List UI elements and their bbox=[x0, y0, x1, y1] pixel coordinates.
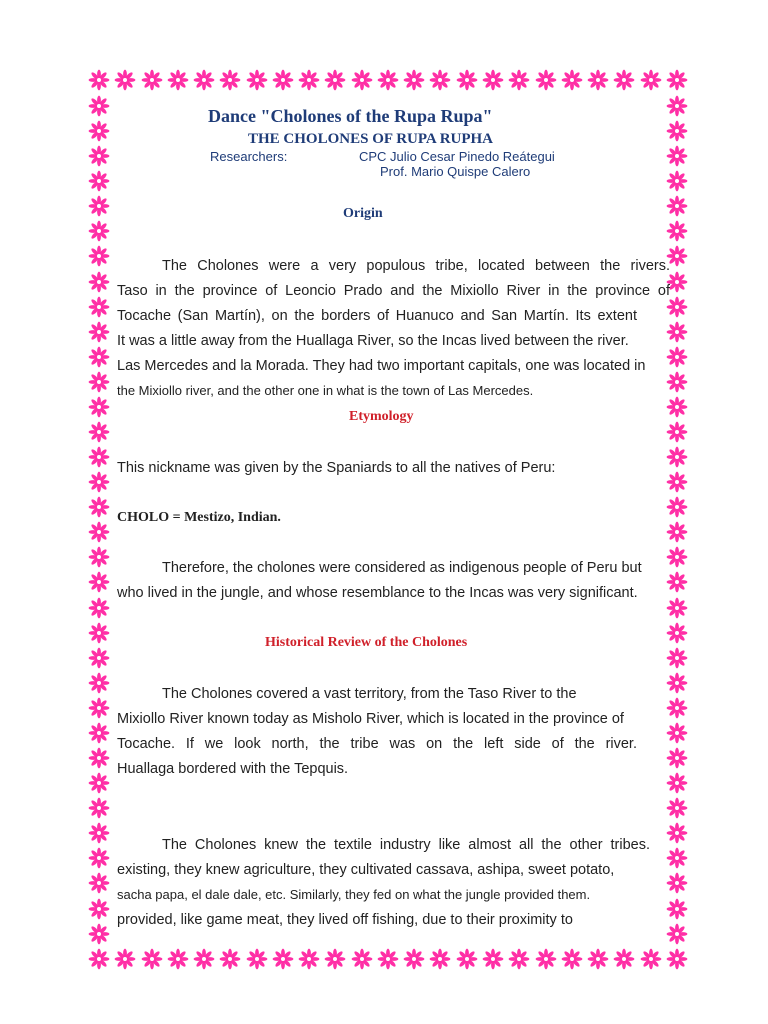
flower-icon bbox=[88, 647, 110, 669]
flower-icon bbox=[535, 948, 557, 970]
origin-line: the Mixiollo river, and the other one in what is the town of Las Mercedes. bbox=[117, 383, 534, 398]
history-line: The Cholones knew the textile industry like almost all the other tribes. bbox=[162, 837, 650, 853]
flower-icon bbox=[613, 69, 635, 91]
researcher-2: Prof. Mario Quispe Calero bbox=[380, 164, 531, 179]
flower-icon bbox=[246, 69, 268, 91]
flower-icon bbox=[482, 948, 504, 970]
flower-icon bbox=[298, 948, 320, 970]
flower-icon bbox=[141, 948, 163, 970]
etymology-line: who lived in the jungle, and whose resemblance to the Incas was very significant. bbox=[117, 585, 638, 601]
flower-icon bbox=[193, 69, 215, 91]
flower-icon bbox=[429, 948, 451, 970]
flower-icon bbox=[640, 948, 662, 970]
flower-icon bbox=[88, 120, 110, 142]
flower-icon bbox=[88, 923, 110, 945]
flower-icon bbox=[88, 446, 110, 468]
flower-icon bbox=[88, 220, 110, 242]
flower-icon bbox=[666, 647, 688, 669]
flower-icon bbox=[88, 672, 110, 694]
flower-border-left bbox=[88, 95, 110, 945]
flower-border-top bbox=[88, 69, 688, 91]
flower-icon bbox=[666, 69, 688, 91]
etymology-line: Therefore, the cholones were considered as indigenous people of Peru but bbox=[162, 560, 642, 576]
flower-icon bbox=[666, 170, 688, 192]
flower-icon bbox=[88, 371, 110, 393]
flower-icon bbox=[272, 69, 294, 91]
flower-icon bbox=[377, 948, 399, 970]
flower-icon bbox=[561, 69, 583, 91]
flower-icon bbox=[508, 948, 530, 970]
flower-icon bbox=[351, 69, 373, 91]
flower-icon bbox=[219, 69, 241, 91]
flower-icon bbox=[88, 396, 110, 418]
document-title: Dance "Cholones of the Rupa Rupa" bbox=[208, 106, 493, 126]
flower-icon bbox=[456, 948, 478, 970]
origin-line: Tocache (San Martín), on the borders of Huanuco and San Martín. Its extent bbox=[117, 308, 637, 324]
flower-icon bbox=[666, 822, 688, 844]
flower-icon bbox=[587, 69, 609, 91]
flower-icon bbox=[114, 948, 136, 970]
flower-icon bbox=[666, 220, 688, 242]
flower-icon bbox=[88, 145, 110, 167]
flower-icon bbox=[666, 195, 688, 217]
flower-icon bbox=[456, 69, 478, 91]
flower-icon bbox=[219, 948, 241, 970]
flower-icon bbox=[88, 271, 110, 293]
history-line: sacha papa, el dale dale, etc. Similarly, they fed on what the jungle provided them. bbox=[117, 887, 591, 902]
researcher-1: CPC Julio Cesar Pinedo Reátegui bbox=[359, 149, 555, 164]
heading-history: Historical Review of the Cholones bbox=[265, 635, 468, 650]
origin-line: Las Mercedes and la Morada. They had two important capitals, one was located in bbox=[117, 358, 646, 374]
heading-etymology: Etymology bbox=[349, 409, 414, 424]
flower-icon bbox=[613, 948, 635, 970]
flower-icon bbox=[535, 69, 557, 91]
researchers-label: Researchers: bbox=[210, 149, 288, 164]
flower-icon bbox=[88, 722, 110, 744]
flower-icon bbox=[666, 95, 688, 117]
history-line: The Cholones covered a vast territory, from the Taso River to the bbox=[162, 686, 577, 702]
origin-line: Taso in the province of Leoncio Prado and the Mixiollo River in the province of bbox=[117, 283, 670, 299]
origin-line: The Cholones were a very populous tribe, located between the rivers. bbox=[162, 258, 670, 274]
history-line: existing, they knew agriculture, they cultivated cassava, ashipa, sweet potato, bbox=[117, 862, 615, 878]
flower-icon bbox=[193, 948, 215, 970]
flower-icon bbox=[88, 797, 110, 819]
flower-icon bbox=[88, 772, 110, 794]
flower-icon bbox=[88, 847, 110, 869]
flower-icon bbox=[298, 69, 320, 91]
flower-icon bbox=[272, 948, 294, 970]
flower-icon bbox=[403, 69, 425, 91]
flower-icon bbox=[88, 597, 110, 619]
flower-icon bbox=[666, 948, 688, 970]
flower-icon bbox=[377, 69, 399, 91]
flower-icon bbox=[666, 797, 688, 819]
flower-icon bbox=[88, 69, 110, 91]
flower-icon bbox=[88, 546, 110, 568]
flower-border-bottom bbox=[88, 948, 688, 970]
etymology-intro: This nickname was given by the Spaniards to all the natives of Peru: bbox=[117, 460, 556, 476]
flower-icon bbox=[88, 496, 110, 518]
flower-icon bbox=[88, 195, 110, 217]
flower-icon bbox=[640, 69, 662, 91]
flower-icon bbox=[167, 948, 189, 970]
flower-icon bbox=[666, 421, 688, 443]
heading-origin: Origin bbox=[343, 206, 383, 221]
history-line: Mixiollo River known today as Misholo River, which is located in the province of bbox=[117, 711, 624, 727]
flower-icon bbox=[141, 69, 163, 91]
flower-icon bbox=[429, 69, 451, 91]
flower-icon bbox=[88, 346, 110, 368]
flower-icon bbox=[403, 948, 425, 970]
history-line: provided, like game meat, they lived off fishing, due to their proximity to bbox=[117, 912, 573, 928]
etymology-definition: CHOLO = Mestizo, Indian. bbox=[117, 510, 281, 525]
flower-icon bbox=[88, 95, 110, 117]
flower-icon bbox=[88, 822, 110, 844]
flower-icon bbox=[88, 571, 110, 593]
flower-icon bbox=[351, 948, 373, 970]
flower-icon bbox=[666, 145, 688, 167]
flower-icon bbox=[587, 948, 609, 970]
flower-icon bbox=[88, 898, 110, 920]
flower-icon bbox=[88, 321, 110, 343]
flower-icon bbox=[88, 697, 110, 719]
flower-icon bbox=[167, 69, 189, 91]
flower-icon bbox=[666, 120, 688, 142]
flower-icon bbox=[324, 69, 346, 91]
flower-icon bbox=[666, 622, 688, 644]
flower-icon bbox=[482, 69, 504, 91]
flower-icon bbox=[88, 245, 110, 267]
flower-icon bbox=[88, 747, 110, 769]
flower-icon bbox=[88, 296, 110, 318]
history-line: Tocache. If we look north, the tribe was on the left side of the river. bbox=[117, 736, 637, 752]
flower-icon bbox=[561, 948, 583, 970]
flower-icon bbox=[508, 69, 530, 91]
flower-icon bbox=[88, 471, 110, 493]
flower-icon bbox=[88, 872, 110, 894]
flower-icon bbox=[88, 948, 110, 970]
flower-icon bbox=[88, 622, 110, 644]
flower-icon bbox=[88, 170, 110, 192]
history-line: Huallaga bordered with the Tepquis. bbox=[117, 761, 349, 777]
origin-line: It was a little away from the Huallaga River, so the Incas lived between the river. bbox=[117, 333, 629, 349]
flower-icon bbox=[88, 521, 110, 543]
flower-icon bbox=[324, 948, 346, 970]
flower-icon bbox=[246, 948, 268, 970]
flower-icon bbox=[114, 69, 136, 91]
document-subtitle: THE CHOLONES OF RUPA RUPHA bbox=[248, 131, 494, 147]
flower-icon bbox=[88, 421, 110, 443]
